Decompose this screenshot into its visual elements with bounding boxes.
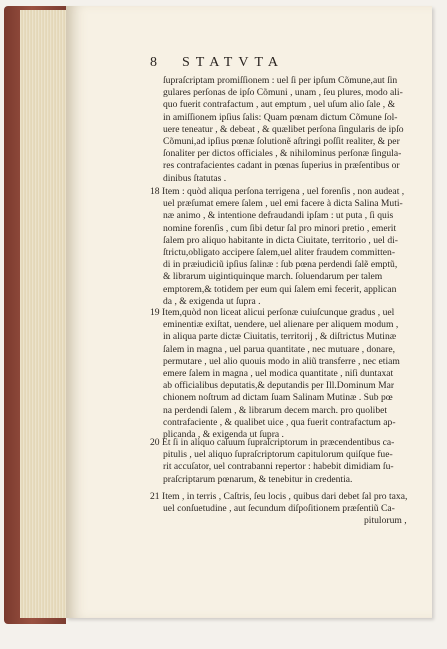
text-line: plicanda , & exigenda ut ſupra . bbox=[163, 429, 284, 441]
text-line: Item : quòd aliqua perſona terrigena , uel forenſis , non audeat , bbox=[162, 186, 405, 197]
text-line: permutare , uel alio quouis modo in aliũ transferre , nec etiam bbox=[163, 355, 400, 367]
text-line: Item , in terris , Caſtris, ſeu locis , quibus dari debet ſal pro taxa, bbox=[162, 491, 408, 502]
text-line: di in præiudiciũ ipſius ſalinæ : ſub pœna perdendi ſalẽ emptũ, bbox=[163, 259, 398, 271]
paragraph-18 bbox=[150, 186, 404, 308]
text-line: da , & exigenda ut ſupra . bbox=[163, 295, 261, 307]
paragraph-number: 21 bbox=[150, 491, 160, 502]
text-line: emere ſalem in magna , uel modica quantitate , niſi duntaxat bbox=[163, 368, 394, 380]
text-line: nomine forenſis , cum ſibi detur ſal pro minori pretio , emerit bbox=[163, 222, 397, 234]
text-line: Et ſi in aliquo caſuum ſupraſcriptorum in præcendentibus ca- bbox=[162, 437, 395, 448]
text-line: næ animo , & intentione defraudandi ipſam : ut puta , ſi quis bbox=[163, 210, 394, 222]
text-line: chionem noſtrum ad dictam ſuam Salinam Mutinæ . Sub pœ bbox=[163, 392, 393, 404]
running-header bbox=[150, 55, 410, 75]
text-line: na perdendi ſalem , & librarum decem march. pro quolibet bbox=[163, 404, 388, 416]
text-line: & librarum uigintiquinque march. ſoluendarum per talem bbox=[163, 271, 383, 283]
paragraph-continuation bbox=[163, 75, 404, 185]
text-line: Cõmuni,ad ipſius pœnæ ſolutionẽ aſtringi poſſit realiter, & per bbox=[163, 136, 400, 148]
paragraph-19 bbox=[150, 307, 400, 441]
text-line: ſalem pro aliquo habitante in dicta Ciuitate, territorio , uel di- bbox=[163, 234, 398, 246]
text-line: in amiſſionem ipſius ſalis: Quam pœnam dictum Cõmune ſol- bbox=[163, 111, 398, 123]
text-line: gulares perſonas de ipſo Cõmuni , unam , ſeu plures, modo ali- bbox=[163, 87, 403, 99]
text-line: ab officialibus deputatis,& deputandis per Ill.Dominum Mar bbox=[163, 380, 395, 392]
text-line: praſcriptarum pœnarum, & tenebitur in credentia. bbox=[163, 473, 353, 485]
text-line: contrafaciente , & qualibet uice , qua fuerit contrafactum ap- bbox=[163, 416, 396, 428]
text-line: emptorem,& totidem per eum qui ſalem emi fecerit, applican bbox=[163, 283, 397, 295]
text-line: uel conſuetudine , aut ſecundum diſpoſitionem præſentiũ Ca- bbox=[163, 503, 395, 515]
text-line: pitulorum , bbox=[364, 515, 407, 527]
text-line: pitulis , uel aliquo ſupraſcriptorum capitulorum quiſque fue- bbox=[163, 449, 393, 461]
text-line: rit accuſator, uel contrabanni repertor : habebit dimidiam ſu- bbox=[163, 461, 394, 473]
text-line: eminentiæ exiſtat, uendere, uel alienare per aliquem modum , bbox=[163, 319, 399, 331]
text-line: Item,quòd non liceat alicui perſonæ cuiuſcunque gradus , uel bbox=[162, 307, 395, 318]
text-line: uere teneatur , & debeat , & quælibet perſona ſingularis de ipſo bbox=[163, 123, 404, 135]
page-edges bbox=[20, 10, 70, 618]
page-title: STATVTA bbox=[182, 55, 284, 70]
text-line: ſupraſcriptam promiſſionem : uel ſi per ipſum Cõmune,aut ſin bbox=[163, 75, 398, 86]
text-line: dinibus ſtatutas . bbox=[163, 172, 227, 184]
text-line: uel præſumat emere ſalem , uel emi facere à dicta Salina Muti- bbox=[163, 198, 403, 210]
text-line: ſonaliter per dictos officiales , & nihilominus perſonæ ſingula- bbox=[163, 148, 402, 160]
text-line: ſtrictu,obligato accipere ſalem,uel aliter fraudem committen- bbox=[163, 247, 396, 259]
text-line: res contrafacientes cadant in pœnas ſuperius in præſentibus or bbox=[163, 160, 400, 172]
paragraph-21 bbox=[150, 491, 407, 528]
text-line: ſalem in magna , uel parua quantitate , nec mutuare , donare, bbox=[163, 343, 396, 355]
text-line: in aliqua parte dictæ Ciuitatis, territorij , & diſtrictus Mutinæ bbox=[163, 331, 397, 343]
paragraph-number: 19 bbox=[150, 307, 160, 318]
page-number: 8 bbox=[150, 55, 157, 70]
paragraph-20 bbox=[150, 437, 394, 486]
paragraph-number: 20 bbox=[150, 437, 160, 448]
paragraph-number: 18 bbox=[150, 186, 160, 197]
text-line: quo fuerit contrafactum , aut emptum , uel uſum alio ſale , & bbox=[163, 99, 396, 111]
